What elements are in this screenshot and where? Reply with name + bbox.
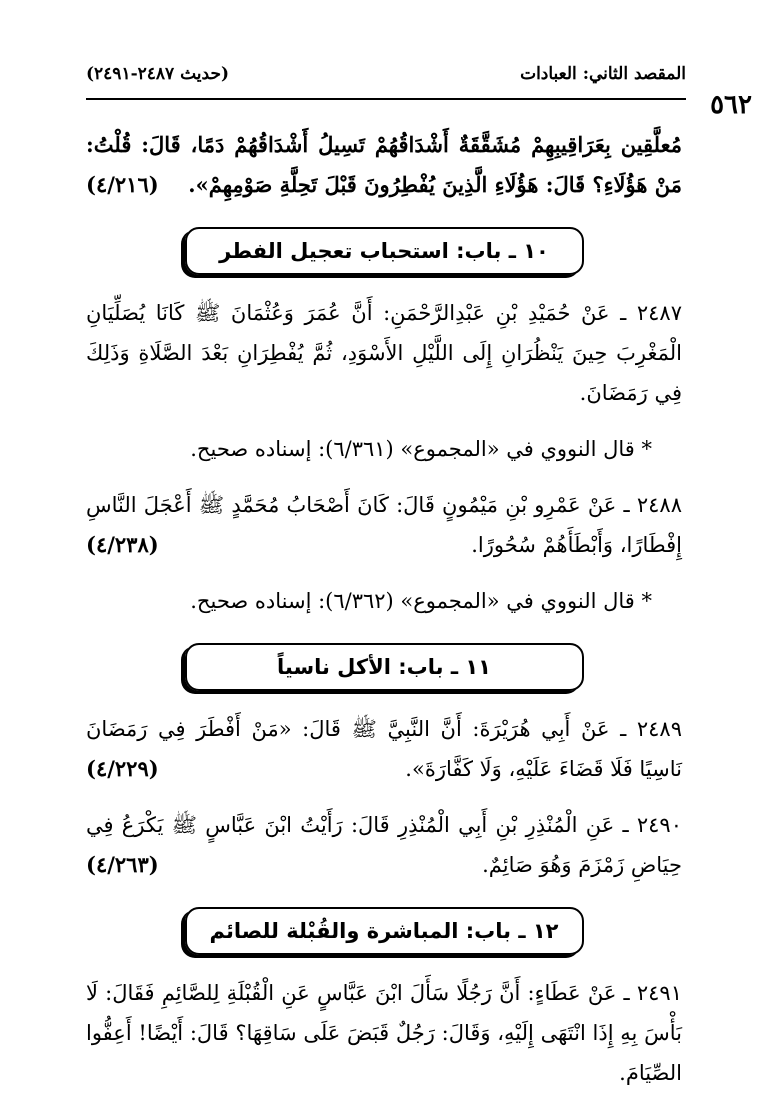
intro-paragraph (86, 125, 682, 205)
page-number: ٥٦٢ (710, 90, 752, 120)
hadith-note-2487: * قال النووي في «المجموع» (٦/٣٦١): إسناده صحيح. (190, 437, 652, 461)
hadith-text: ٢٤٨٧ ـ عَنْ حُمَيْدِ بْنِ عَبْدِالرَّحْمَنِ: أَنَّ عُمَرَ وَعُثْمَانَ ﷺ كَانَا يُصَلِّيَانِ الْمَغْرِبَ حِينَ يَنْظُرَانِ إِلَى اللَّيْلِ الأَسْوَدِ، ثُمَّ يُفْطِرَانِ بَعْدَ الصَّلَاةِ وَذَلِكَ فِي رَمَضَانَ. (86, 301, 682, 405)
chapter-title-10: ١٠ ـ باب: استحباب تعجيل الفطر (185, 227, 584, 275)
header-rule (86, 98, 686, 100)
running-header (86, 52, 686, 88)
hadith-2488 (86, 485, 682, 565)
header-title: المقصد الثاني: العبادات (520, 64, 686, 84)
hadith-note-2488: * قال النووي في «المجموع» (٦/٣٦٢): إسناده صحيح. (190, 589, 652, 613)
hadith-text: ٢٤٩١ ـ عَنْ عَطَاءٍ: أَنَّ رَجُلًا سَأَلَ ابْنَ عَبَّاسٍ عَنِ الْقُبْلَةِ لِلصَّائِمِ فَقَالَ: لَا بَأْسَ بِهِ إِذَا انْتَهَى إِلَيْهِ، وَقَالَ: رَجُلٌ قَبَضَ عَلَى سَاقِهَا؟ قَالَ: أَيْضًا! أَعِفُّوا الصِّيَامَ. (86, 981, 682, 1085)
hadith-ref: (٤/٢٣٨) (86, 532, 159, 557)
intro-ref: (٤/٢١٦) (86, 172, 159, 197)
hadith-2491 (86, 973, 682, 1093)
hadith-text: ٢٤٨٨ ـ عَنْ عَمْرِو بْنِ مَيْمُونٍ قَالَ: كَانَ أَصْحَابُ مُحَمَّدٍ ﷺ أَعْجَلَ النَّاسِ إِفْطَارًا، وَأَبْطَأَهُمْ سُحُورًا. (86, 493, 682, 557)
hadith-2487 (86, 293, 682, 413)
chapter-title-12: ١٢ ـ باب: المباشرة والقُبْلة للصائم (185, 907, 584, 955)
chapter-title-11: ١١ ـ باب: الأكل ناسياً (185, 643, 584, 691)
hadith-text: ٢٤٩٠ ـ عَنِ الْمُنْذِرِ بْنِ أَبِي الْمُنْذِرِ قَالَ: رَأَيْتُ ابْنَ عَبَّاسٍ ﷺ يَكْرَعُ فِي حِيَاضِ زَمْزَمَ وَهُوَ صَائِمٌ. (86, 813, 682, 877)
hadith-text: ٢٤٨٩ ـ عَنْ أَبِي هُرَيْرَةَ: أَنَّ النَّبِيَّ ﷺ قَالَ: «مَنْ أَفْطَرَ فِي رَمَضَانَ نَاسِيًا فَلَا قَضَاءَ عَلَيْهِ، وَلَا كَفَّارَةَ». (86, 717, 682, 781)
header-hadith-range: (حديث ٢٤٨٧-٢٤٩١) (86, 64, 229, 84)
hadith-2490 (86, 805, 682, 885)
hadith-2489 (86, 709, 682, 789)
hadith-ref: (٤/٢٦٣) (86, 852, 159, 877)
page-body (86, 125, 682, 1093)
hadith-ref: (٤/٢٢٩) (86, 756, 159, 781)
intro-text: مُعلَّقِين بِعَرَاقِيبِهِمْ مُشَقَّقَةٌ أَشْدَاقُهُمْ تَسِيلُ أَشْدَاقُهُمْ دَمًا، قَالَ: قُلْتُ: مَنْ هَؤُلَاءِ؟ قَالَ: هَؤُلَاءِ الَّذِينَ يُفْطِرُونَ قَبْلَ تَحِلَّةِ صَوْمِهِمْ». (86, 132, 682, 197)
